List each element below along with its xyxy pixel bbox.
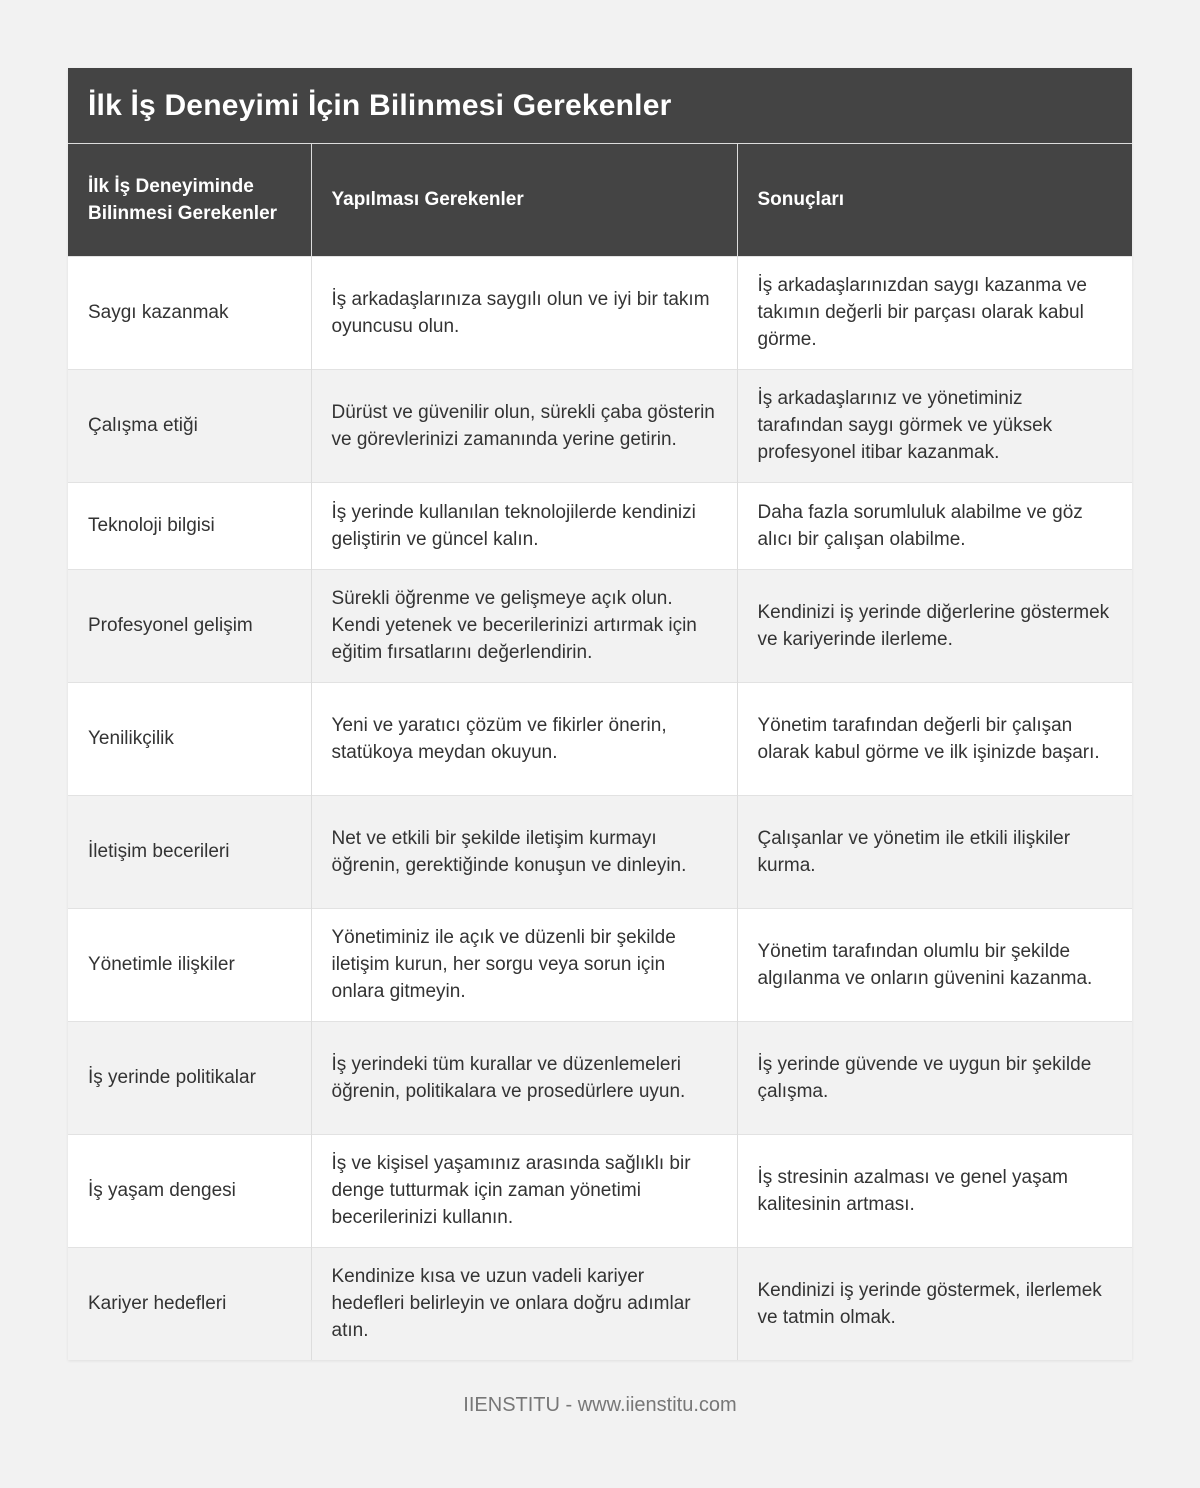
table-row [68,1021,1132,1134]
table-row [68,1247,1132,1360]
table-row [68,569,1132,682]
cell-actions: İş yerinde kullanılan teknolojilerde kendinizi geliştirin ve güncel kalın. [311,482,737,569]
cell-results: Çalışanlar ve yönetim ile etkili ilişkiler kurma. [737,795,1132,908]
cell-results: İş arkadaşlarınızdan saygı kazanma ve takımın değerli bir parçası olarak kabul görme. [737,256,1132,369]
cell-actions: Dürüst ve güvenilir olun, sürekli çaba gösterin ve görevlerinizi zamanında yerine getirin. [311,369,737,482]
table-row [68,795,1132,908]
cell-topic: Profesyonel gelişim [68,569,311,682]
cell-results: İş arkadaşlarınız ve yönetiminiz tarafından saygı görmek ve yüksek profesyonel itibar kazanmak. [737,369,1132,482]
cell-results: Kendinizi iş yerinde göstermek, ilerlemek ve tatmin olmak. [737,1247,1132,1360]
cell-actions: Net ve etkili bir şekilde iletişim kurmayı öğrenin, gerektiğinde konuşun ve dinleyin. [311,795,737,908]
page-title: İlk İş Deneyimi İçin Bilinmesi Gerekenler [88,88,672,122]
cell-topic: İş yerinde politikalar [68,1021,311,1134]
cell-topic: Saygı kazanmak [68,256,311,369]
cell-results: İş stresinin azalması ve genel yaşam kalitesinin artması. [737,1134,1132,1247]
cell-results: Kendinizi iş yerinde diğerlerine göstermek ve kariyerinde ilerleme. [737,569,1132,682]
info-table [68,144,1132,1360]
cell-actions: Kendinize kısa ve uzun vadeli kariyer hedefleri belirleyin ve onlara doğru adımlar atın. [311,1247,737,1360]
table-row [68,256,1132,369]
cell-topic: Yönetimle ilişkiler [68,908,311,1021]
cell-results: İş yerinde güvende ve uygun bir şekilde çalışma. [737,1021,1132,1134]
title-bar [68,68,1132,144]
cell-results: Yönetim tarafından olumlu bir şekilde algılanma ve onların güvenini kazanma. [737,908,1132,1021]
cell-results: Yönetim tarafından değerli bir çalışan olarak kabul görme ve ilk işinizde başarı. [737,682,1132,795]
column-header-actions: Yapılması Gerekenler [311,144,737,256]
column-header-topic: İlk İş Deneyiminde Bilinmesi Gerekenler [68,144,311,256]
cell-actions: İş yerindeki tüm kurallar ve düzenlemeleri öğrenin, politikalara ve prosedürlere uyun. [311,1021,737,1134]
cell-results: Daha fazla sorumluluk alabilme ve göz alıcı bir çalışan olabilme. [737,482,1132,569]
cell-topic: Kariyer hedefleri [68,1247,311,1360]
cell-topic: İletişim becerileri [68,795,311,908]
cell-topic: Yenilikçilik [68,682,311,795]
cell-topic: İş yaşam dengesi [68,1134,311,1247]
cell-actions: İş arkadaşlarınıza saygılı olun ve iyi bir takım oyuncusu olun. [311,256,737,369]
table-row [68,482,1132,569]
cell-actions: Yeni ve yaratıcı çözüm ve fikirler önerin, statükoya meydan okuyun. [311,682,737,795]
cell-actions: Yönetiminiz ile açık ve düzenli bir şekilde iletişim kurun, her sorgu veya sorun için onlara gitmeyin. [311,908,737,1021]
table-card [68,68,1132,1360]
table-row [68,682,1132,795]
cell-topic: Çalışma etiği [68,369,311,482]
cell-topic: Teknoloji bilgisi [68,482,311,569]
table-row [68,369,1132,482]
cell-actions: Sürekli öğrenme ve gelişmeye açık olun. Kendi yetenek ve becerilerinizi artırmak için eğitim fırsatlarını değerlendirin. [311,569,737,682]
column-header-results: Sonuçları [737,144,1132,256]
table-header-row [68,144,1132,256]
cell-actions: İş ve kişisel yaşamınız arasında sağlıklı bir denge tutturmak için zaman yönetimi becerilerinizi kullanın. [311,1134,737,1247]
table-row [68,1134,1132,1247]
footer-credit: IIENSTITU - www.iienstitu.com [463,1394,737,1416]
table-row [68,908,1132,1021]
